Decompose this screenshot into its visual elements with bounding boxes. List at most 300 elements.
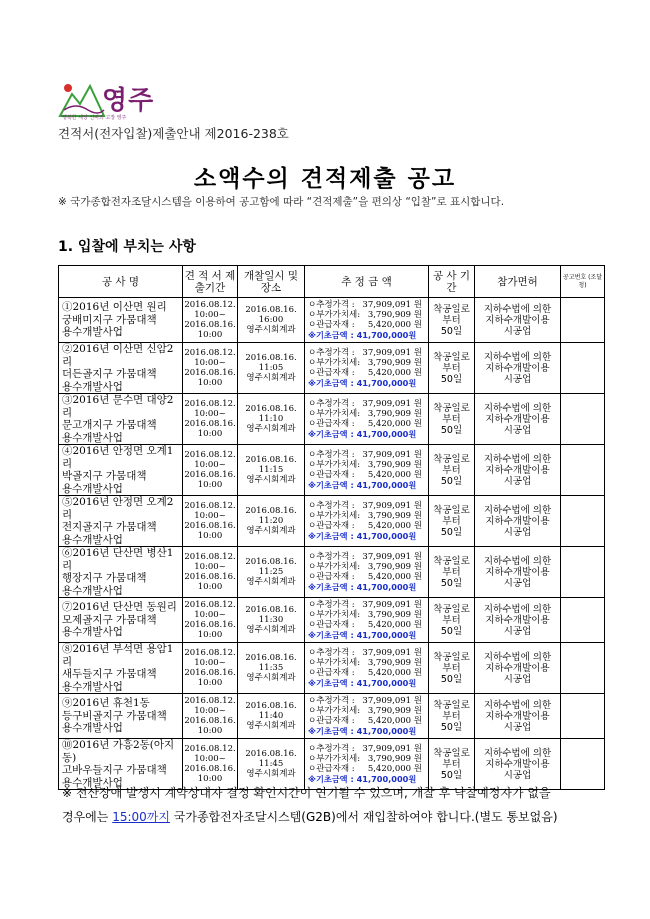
header-duration: 공 사 기 간	[429, 266, 475, 298]
table-row	[59, 298, 605, 343]
opening-cell	[238, 445, 305, 496]
license-line: 지하수개발이용	[485, 314, 550, 326]
base-price: ※기초금액 : 41,700,000원	[308, 531, 417, 541]
note-cell	[561, 496, 605, 547]
opening-cell	[238, 694, 305, 739]
period-line: 2016.08.16.	[184, 668, 236, 678]
project-name-cell	[59, 547, 183, 598]
duration-line: 부터	[442, 710, 461, 722]
submission-period-cell	[183, 298, 238, 343]
logo-tagline: 행복한 세상 선비의 고장 영주	[62, 115, 127, 121]
project-name-line: 용수개발사업	[62, 533, 123, 546]
duration-line: 부터	[442, 758, 461, 770]
project-name-line: 문고개지구 가뭄대책	[62, 419, 157, 431]
submission-period-cell	[183, 394, 238, 445]
period-line: 2016.08.12.	[184, 348, 236, 358]
price-label: ㅇ부가가치세:	[308, 562, 361, 572]
price-label: ㅇ추정가격 :	[308, 399, 355, 409]
period-line: 10:00~	[194, 460, 226, 470]
project-name-line: ⑦2016년 단산면 동원리	[62, 601, 177, 614]
note-cell	[561, 445, 605, 496]
header-price: 추 정 금 액	[305, 266, 429, 298]
license-line: 지하수개발이용	[485, 758, 550, 770]
license-line: 지하수법에 의한	[483, 699, 552, 711]
opening-time: 11:10	[258, 414, 284, 424]
price-value: 5,420,000 원	[367, 521, 422, 531]
price-line	[308, 368, 428, 378]
period-line: 2016.08.16.	[184, 716, 236, 726]
license-line: 시공업	[503, 625, 532, 637]
opening-place: 영주시회계과	[246, 424, 296, 434]
price-cell	[305, 547, 429, 598]
price-cell	[305, 298, 429, 343]
period-line: 2016.08.12.	[184, 552, 236, 562]
price-value: 37,909,091 원	[362, 501, 422, 511]
period-line: 10:00	[197, 378, 223, 388]
duration-line: 50일	[440, 577, 463, 589]
duration-cell	[429, 343, 475, 394]
license-line: 시공업	[503, 373, 532, 385]
duration-line: 부터	[442, 362, 461, 374]
header-license: 참가면허	[475, 266, 561, 298]
price-line	[308, 470, 428, 480]
duration-line: 부터	[442, 662, 461, 674]
opening-place: 영주시회계과	[246, 373, 296, 383]
project-name-line: ③2016년 문수면 대양2리	[62, 394, 174, 419]
price-line	[308, 399, 428, 409]
header-note: 공고번호 (조달청)	[561, 266, 605, 298]
base-price: ※기초금액 : 41,700,000원	[308, 630, 417, 640]
license-line: 지하수개발이용	[485, 413, 550, 425]
price-label: ㅇ관급자재 :	[308, 470, 355, 480]
license-cell	[475, 298, 561, 343]
base-price: ※기초금액 : 41,700,000원	[308, 330, 417, 340]
price-line	[308, 658, 428, 668]
footnote-line-1: ※ 전산장애 발생시 계약상대자 결정 확인시간이 연기될 수 있으며, 개찰 후 낙찰예정자가 없을	[62, 786, 551, 800]
price-cell	[305, 394, 429, 445]
period-line: 10:00	[197, 678, 223, 688]
logo-text: 영주	[102, 86, 155, 116]
project-name-line: 용수개발사업	[62, 326, 123, 339]
project-name-line: 모제골지구 가뭄대책	[62, 613, 157, 626]
price-line	[308, 668, 428, 678]
license-cell	[475, 496, 561, 547]
opening-place: 영주시회계과	[246, 475, 296, 485]
duration-line: 착공일로	[433, 555, 470, 567]
duration-cell	[429, 694, 475, 739]
duration-line: 50일	[440, 373, 463, 385]
project-name-line: 등구비골지구 가뭄대책	[62, 709, 167, 722]
period-line: 10:00~	[194, 610, 226, 620]
note-cell	[561, 298, 605, 343]
opening-date: 2016.08.16.	[245, 455, 297, 465]
license-line: 지하수법에 의한	[483, 651, 552, 663]
price-value: 5,420,000 원	[367, 716, 422, 726]
price-label: ㅇ추정가격 :	[308, 648, 355, 658]
duration-line: 50일	[440, 526, 463, 538]
duration-line: 50일	[440, 424, 463, 436]
period-line: 10:00	[197, 630, 223, 640]
license-line: 지하수개발이용	[485, 566, 550, 578]
price-value: 5,420,000 원	[367, 470, 422, 480]
note-cell	[561, 694, 605, 739]
license-line: 지하수법에 의한	[483, 351, 552, 363]
duration-line: 50일	[440, 625, 463, 637]
period-line: 10:00~	[194, 562, 226, 572]
project-name-cell	[59, 643, 183, 694]
project-name-line: ⑨2016년 휴천1동	[62, 697, 150, 710]
license-line: 지하수개발이용	[485, 515, 550, 527]
base-price: ※기초금액 : 41,700,000원	[308, 678, 417, 688]
license-cell	[475, 694, 561, 739]
price-value: 3,790,909 원	[367, 310, 422, 320]
price-label: ㅇ부가가치세:	[308, 460, 361, 470]
period-line: 2016.08.12.	[184, 648, 236, 658]
price-value: 37,909,091 원	[362, 399, 422, 409]
price-value: 3,790,909 원	[367, 409, 422, 419]
price-value: 5,420,000 원	[367, 419, 422, 429]
period-line: 10:00	[197, 531, 223, 541]
notice-number: 견적서(전자입찰)제출안내 제2016-238호	[58, 126, 289, 141]
opening-date: 2016.08.16.	[245, 749, 297, 759]
price-label: ㅇ추정가격 :	[308, 348, 355, 358]
license-line: 지하수법에 의한	[483, 555, 552, 567]
license-line: 지하수법에 의한	[483, 504, 552, 516]
price-line	[308, 744, 428, 754]
project-name-cell	[59, 496, 183, 547]
price-cell	[305, 496, 429, 547]
price-value: 5,420,000 원	[367, 320, 422, 330]
project-name-line: 용수개발사업	[62, 776, 123, 789]
period-line: 10:00~	[194, 754, 226, 764]
price-label: ㅇ관급자재 :	[308, 521, 355, 531]
duration-line: 착공일로	[433, 402, 470, 414]
price-line	[308, 409, 428, 419]
note-cell	[561, 547, 605, 598]
price-line	[308, 562, 428, 572]
price-value: 3,790,909 원	[367, 460, 422, 470]
table-row	[59, 394, 605, 445]
opening-cell	[238, 394, 305, 445]
note-cell	[561, 739, 605, 790]
price-value: 3,790,909 원	[367, 754, 422, 764]
price-value: 3,790,909 원	[367, 658, 422, 668]
license-line: 지하수개발이용	[485, 662, 550, 674]
submission-period-cell	[183, 445, 238, 496]
price-value: 37,909,091 원	[362, 552, 422, 562]
price-line	[308, 501, 428, 511]
license-line: 시공업	[503, 325, 532, 337]
opening-cell	[238, 298, 305, 343]
duration-line: 착공일로	[433, 351, 470, 363]
table-row	[59, 445, 605, 496]
price-value: 37,909,091 원	[362, 450, 422, 460]
price-label: ㅇ관급자재 :	[308, 716, 355, 726]
price-cell	[305, 694, 429, 739]
price-label: ㅇ추정가격 :	[308, 552, 355, 562]
price-line	[308, 648, 428, 658]
period-line: 2016.08.12.	[184, 744, 236, 754]
price-label: ㅇ추정가격 :	[308, 450, 355, 460]
opening-cell	[238, 598, 305, 643]
project-name-line: 박골지구 가뭄대책	[62, 470, 147, 482]
price-value: 37,909,091 원	[362, 600, 422, 610]
duration-line: 50일	[440, 475, 463, 487]
price-cell	[305, 598, 429, 643]
base-price: ※기초금액 : 41,700,000원	[308, 480, 417, 490]
price-label: ㅇ관급자재 :	[308, 419, 355, 429]
footnote-post: 국가종합전자조달시스템(G2B)에서 재입찰하여야 합니다.(별도 통보없음)	[169, 810, 558, 824]
period-line: 10:00~	[194, 511, 226, 521]
price-line	[308, 716, 428, 726]
period-line: 10:00~	[194, 658, 226, 668]
table-row	[59, 694, 605, 739]
opening-time: 11:25	[258, 567, 284, 577]
opening-time: 11:15	[258, 465, 284, 475]
opening-date: 2016.08.16.	[245, 557, 297, 567]
project-name-line: ⑩2016년 가흥2동(아지동)	[62, 739, 175, 764]
project-name-line: 고바우들지구 가뭄대책	[62, 764, 167, 776]
opening-date: 2016.08.16.	[245, 404, 297, 414]
section-title: 1. 입찰에 부치는 사항	[58, 239, 196, 255]
project-name-line: 용수개발사업	[62, 584, 123, 597]
project-name-line: 새두들지구 가뭄대책	[62, 668, 157, 680]
opening-date: 2016.08.16.	[245, 506, 297, 516]
license-cell	[475, 643, 561, 694]
duration-line: 부터	[442, 515, 461, 527]
opening-place: 영주시회계과	[246, 625, 296, 635]
price-label: ㅇ부가가치세:	[308, 610, 361, 620]
period-line: 10:00	[197, 726, 223, 736]
price-value: 3,790,909 원	[367, 358, 422, 368]
project-name-line: 전지골지구 가뭄대책	[62, 521, 157, 533]
project-name-cell	[59, 445, 183, 496]
project-name-line: ⑥2016년 단산면 병산1리	[62, 547, 174, 572]
duration-line: 착공일로	[433, 603, 470, 615]
price-label: ㅇ부가가치세:	[308, 358, 361, 368]
price-value: 37,909,091 원	[362, 300, 422, 310]
period-line: 10:00	[197, 774, 223, 784]
project-name-line: ④2016년 안정면 오계1리	[62, 445, 174, 470]
project-name-line: 용수개발사업	[62, 626, 123, 639]
opening-date: 2016.08.16.	[245, 701, 297, 711]
license-line: 지하수법에 의한	[483, 747, 552, 759]
price-label: ㅇ관급자재 :	[308, 572, 355, 582]
license-line: 시공업	[503, 526, 532, 538]
submission-period-cell	[183, 694, 238, 739]
duration-line: 50일	[440, 721, 463, 733]
bid-table	[58, 265, 605, 790]
price-value: 3,790,909 원	[367, 562, 422, 572]
price-label: ㅇ부가가치세:	[308, 706, 361, 716]
license-line: 시공업	[503, 721, 532, 733]
license-line: 지하수법에 의한	[483, 303, 552, 315]
footnote-line-2	[62, 806, 558, 828]
opening-date: 2016.08.16.	[245, 353, 297, 363]
price-line	[308, 706, 428, 716]
duration-line: 착공일로	[433, 504, 470, 516]
period-line: 10:00	[197, 429, 223, 439]
license-line: 지하수개발이용	[485, 362, 550, 374]
sub-note: ※ 국가종합전자조달시스템을 이용하여 공고함에 따라 “견적제출”을 편의상 “입찰”로 표시합니다.	[58, 196, 505, 208]
price-line	[308, 754, 428, 764]
base-price: ※기초금액 : 41,700,000원	[308, 774, 417, 784]
project-name-line: ⑤2016년 안정면 오계2리	[62, 496, 174, 521]
project-name-cell	[59, 694, 183, 739]
period-line: 10:00~	[194, 358, 226, 368]
opening-time: 11:20	[258, 516, 284, 526]
duration-cell	[429, 643, 475, 694]
opening-date: 2016.08.16.	[245, 605, 297, 615]
period-line: 2016.08.12.	[184, 600, 236, 610]
note-cell	[561, 598, 605, 643]
duration-cell	[429, 598, 475, 643]
price-label: ㅇ관급자재 :	[308, 620, 355, 630]
period-line: 10:00	[197, 480, 223, 490]
price-value: 3,790,909 원	[367, 511, 422, 521]
base-price: ※기초금액 : 41,700,000원	[308, 378, 417, 388]
price-label: ㅇ관급자재 :	[308, 320, 355, 330]
period-line: 2016.08.16.	[184, 572, 236, 582]
period-line: 10:00	[197, 582, 223, 592]
opening-cell	[238, 343, 305, 394]
price-value: 5,420,000 원	[367, 668, 422, 678]
price-value: 37,909,091 원	[362, 696, 422, 706]
price-label: ㅇ추정가격 :	[308, 696, 355, 706]
header-name: 공 사 명	[59, 266, 183, 298]
price-line	[308, 696, 428, 706]
submission-period-cell	[183, 643, 238, 694]
price-label: ㅇ추정가격 :	[308, 744, 355, 754]
note-cell	[561, 343, 605, 394]
base-price: ※기초금액 : 41,700,000원	[308, 429, 417, 439]
period-line: 2016.08.16.	[184, 320, 236, 330]
license-cell	[475, 598, 561, 643]
opening-time: 11:40	[258, 711, 284, 721]
price-value: 5,420,000 원	[367, 368, 422, 378]
submission-period-cell	[183, 343, 238, 394]
base-price: ※기초금액 : 41,700,000원	[308, 582, 417, 592]
price-value: 37,909,091 원	[362, 744, 422, 754]
period-line: 2016.08.16.	[184, 470, 236, 480]
license-line: 시공업	[503, 424, 532, 436]
duration-line: 착공일로	[433, 747, 470, 759]
submission-period-cell	[183, 496, 238, 547]
duration-line: 부터	[442, 413, 461, 425]
period-line: 10:00~	[194, 409, 226, 419]
header-period: 견 적 서 제출기간	[183, 266, 238, 298]
project-name-line: ①2016년 이산면 원리	[62, 301, 167, 314]
price-label: ㅇ부가가치세:	[308, 409, 361, 419]
price-label: ㅇ부가가치세:	[308, 310, 361, 320]
table-row	[59, 547, 605, 598]
footnote-deadline: 15:00까지	[112, 810, 170, 824]
price-label: ㅇ관급자재 :	[308, 764, 355, 774]
project-name-line: 용수개발사업	[62, 680, 123, 693]
price-label: ㅇ추정가격 :	[308, 300, 355, 310]
duration-cell	[429, 298, 475, 343]
price-line	[308, 460, 428, 470]
period-line: 2016.08.12.	[184, 450, 236, 460]
project-name-line: 용수개발사업	[62, 722, 123, 735]
license-cell	[475, 445, 561, 496]
opening-place: 영주시회계과	[246, 577, 296, 587]
price-label: ㅇ추정가격 :	[308, 501, 355, 511]
duration-cell	[429, 496, 475, 547]
price-label: ㅇ부가가치세:	[308, 511, 361, 521]
price-label: ㅇ관급자재 :	[308, 368, 355, 378]
project-name-line: 행장지구 가뭄대책	[62, 572, 147, 584]
project-name-line: 용수개발사업	[62, 482, 123, 495]
submission-period-cell	[183, 598, 238, 643]
license-line: 지하수개발이용	[485, 464, 550, 476]
price-line	[308, 552, 428, 562]
opening-place: 영주시회계과	[246, 325, 296, 335]
period-line: 2016.08.12.	[184, 300, 236, 310]
price-label: ㅇ부가가치세:	[308, 754, 361, 764]
period-line: 10:00~	[194, 706, 226, 716]
price-line	[308, 320, 428, 330]
base-price: ※기초금액 : 41,700,000원	[308, 726, 417, 736]
duration-line: 50일	[440, 673, 463, 685]
price-line	[308, 300, 428, 310]
duration-cell	[429, 445, 475, 496]
opening-time: 11:45	[258, 759, 284, 769]
project-name-line: ⑧2016년 부석면 용암1리	[62, 643, 174, 668]
price-value: 5,420,000 원	[367, 764, 422, 774]
opening-place: 영주시회계과	[246, 721, 296, 731]
period-line: 2016.08.16.	[184, 368, 236, 378]
period-line: 2016.08.12.	[184, 696, 236, 706]
opening-date: 2016.08.16.	[245, 305, 297, 315]
price-label: ㅇ부가가치세:	[308, 658, 361, 668]
price-cell	[305, 643, 429, 694]
project-name-cell	[59, 394, 183, 445]
opening-cell	[238, 547, 305, 598]
period-line: 2016.08.16.	[184, 521, 236, 531]
price-line	[308, 600, 428, 610]
opening-place: 영주시회계과	[246, 769, 296, 779]
price-line	[308, 572, 428, 582]
duration-line: 착공일로	[433, 699, 470, 711]
license-line: 지하수개발이용	[485, 710, 550, 722]
price-cell	[305, 445, 429, 496]
duration-line: 50일	[440, 325, 463, 337]
submission-period-cell	[183, 547, 238, 598]
table-row	[59, 598, 605, 643]
period-line: 2016.08.16.	[184, 620, 236, 630]
price-line	[308, 450, 428, 460]
price-line	[308, 521, 428, 531]
price-value: 5,420,000 원	[367, 620, 422, 630]
duration-line: 착공일로	[433, 303, 470, 315]
duration-line: 부터	[442, 464, 461, 476]
license-cell	[475, 343, 561, 394]
note-cell	[561, 643, 605, 694]
project-name-line: ②2016년 이산면 신암2리	[62, 343, 174, 368]
table-row	[59, 343, 605, 394]
opening-time: 11:35	[258, 663, 284, 673]
price-line	[308, 610, 428, 620]
price-line	[308, 419, 428, 429]
price-line	[308, 358, 428, 368]
price-value: 3,790,909 원	[367, 706, 422, 716]
license-line: 시공업	[503, 673, 532, 685]
note-cell	[561, 394, 605, 445]
duration-cell	[429, 394, 475, 445]
table-row	[59, 496, 605, 547]
opening-cell	[238, 643, 305, 694]
